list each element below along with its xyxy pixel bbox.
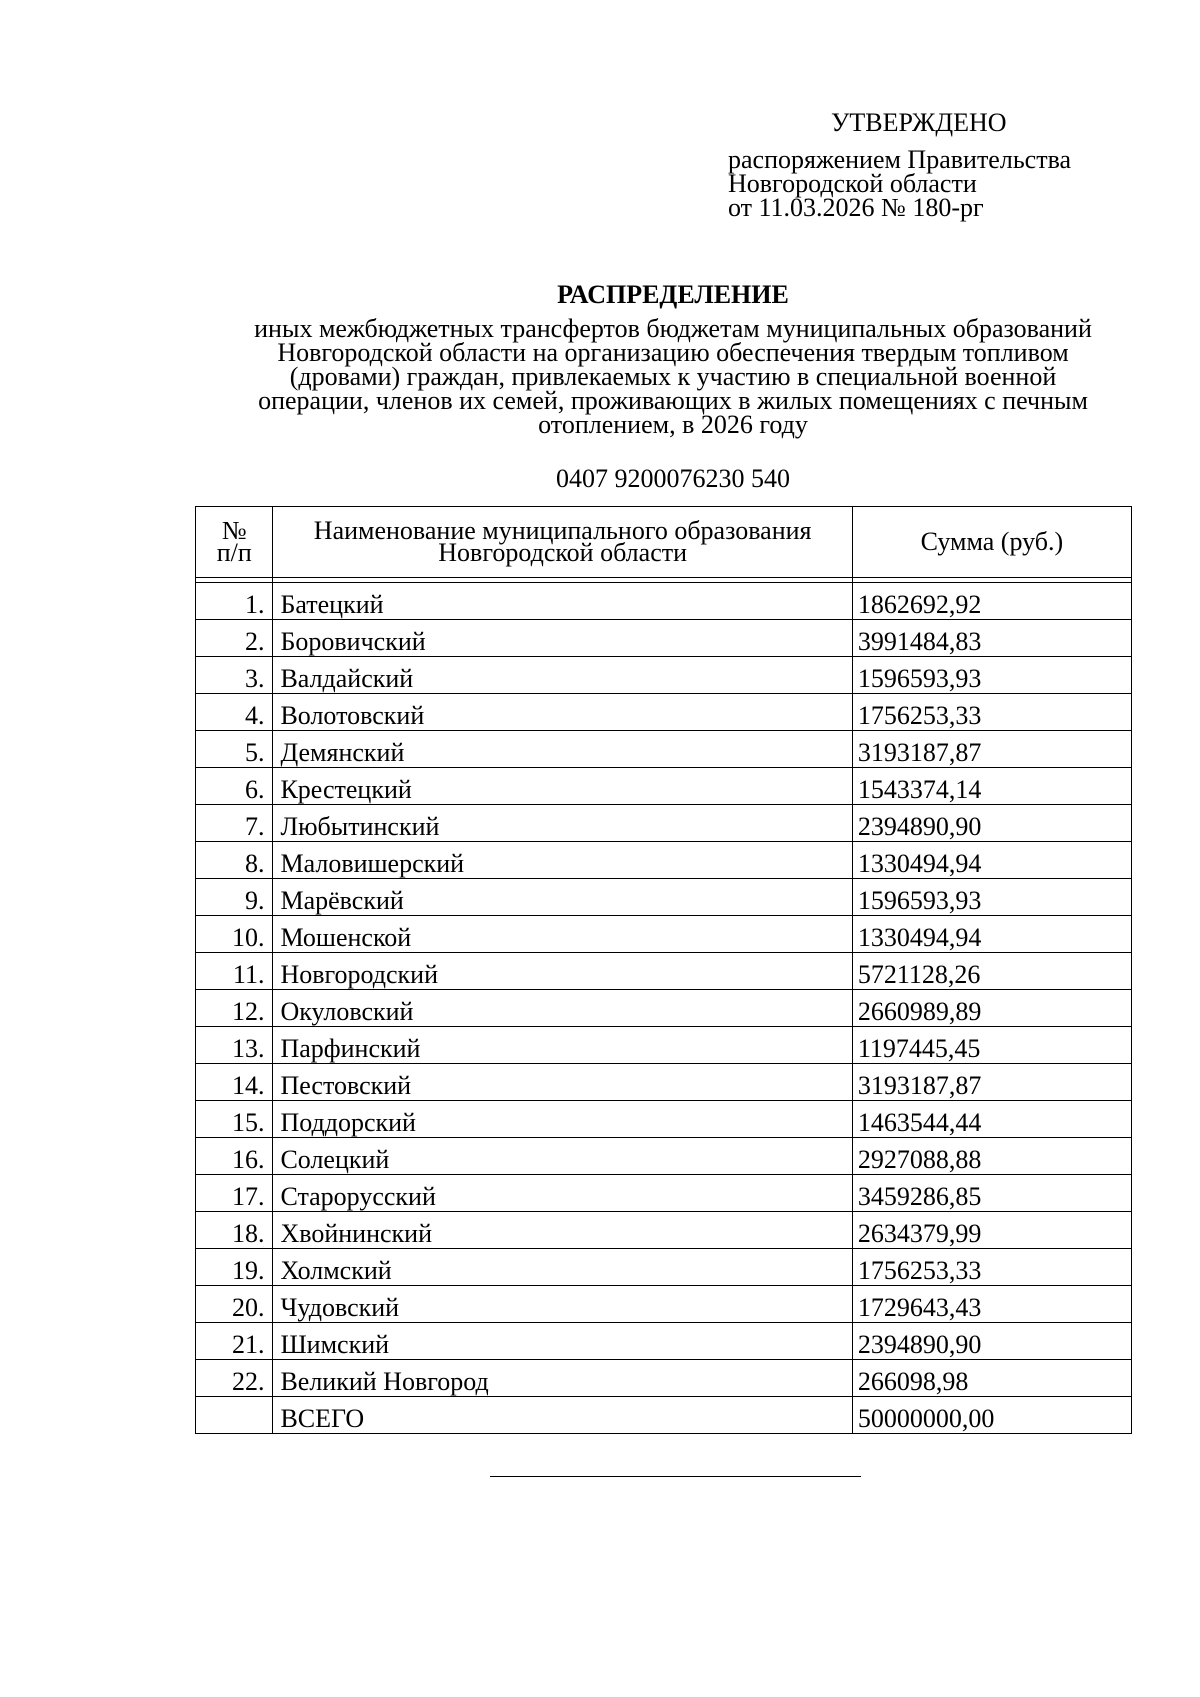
document-title: РАСПРЕДЕЛЕНИЕ (557, 280, 789, 309)
municipality-name: Крестецкий (273, 768, 852, 805)
table-row (196, 1249, 1132, 1286)
table-row (196, 1138, 1132, 1175)
row-number: 11. (196, 953, 273, 990)
distribution-table (195, 506, 1132, 1434)
table-row (196, 1323, 1132, 1360)
amount: 266098,98 (852, 1360, 1131, 1397)
amount: 1729643,43 (852, 1286, 1131, 1323)
row-number: 1. (196, 583, 273, 620)
municipality-name: Любытинский (273, 805, 852, 842)
header-name-line: Новгородской области (438, 538, 688, 567)
approval-heading: УТВЕРЖДЕНО (831, 108, 1007, 137)
municipality-name: Валдайский (273, 657, 852, 694)
municipality-name: Демянский (273, 731, 852, 768)
table-row (196, 842, 1132, 879)
row-number: 5. (196, 731, 273, 768)
row-number: 8. (196, 842, 273, 879)
amount: 1756253,33 (852, 694, 1131, 731)
subtitle-line: иных межбюджетных трансфертов бюджетам муниципальных образований (254, 314, 1092, 343)
amount: 2660989,89 (852, 990, 1131, 1027)
amount: 2927088,88 (852, 1138, 1131, 1175)
table-row (196, 1360, 1132, 1397)
row-number: 3. (196, 657, 273, 694)
amount: 2634379,99 (852, 1212, 1131, 1249)
approval-line: распоряжением Правительства (728, 145, 1072, 174)
municipality-name: Окуловский (273, 990, 852, 1027)
document-subtitle (200, 314, 1146, 439)
header-name (273, 507, 852, 578)
table-row (196, 731, 1132, 768)
table-row (196, 657, 1132, 694)
subtitle-line: операции, членов их семей, проживающих в жилых помещениях с печным (258, 386, 1088, 415)
amount: 1330494,94 (852, 916, 1131, 953)
municipality-name: Волотовский (273, 694, 852, 731)
row-number: 2. (196, 620, 273, 657)
row-number: 7. (196, 805, 273, 842)
row-number: 6. (196, 768, 273, 805)
row-number: 16. (196, 1138, 273, 1175)
table-body (196, 583, 1132, 1434)
table-row (196, 1212, 1132, 1249)
table-row (196, 1175, 1132, 1212)
total-row (196, 1397, 1132, 1434)
row-number: 15. (196, 1101, 273, 1138)
table-row (196, 805, 1132, 842)
row-number: 12. (196, 990, 273, 1027)
municipality-name: Мошенской (273, 916, 852, 953)
amount: 2394890,90 (852, 805, 1131, 842)
row-number: 18. (196, 1212, 273, 1249)
municipality-name: Марёвский (273, 879, 852, 916)
table-row (196, 1064, 1132, 1101)
table-row (196, 879, 1132, 916)
row-number: 22. (196, 1360, 273, 1397)
table-row (196, 916, 1132, 953)
amount: 3193187,87 (852, 1064, 1131, 1101)
approval-line: от 11.03.2026 № 180-рг (728, 193, 984, 222)
municipality-name: Старорусский (273, 1175, 852, 1212)
header-num-line: № (221, 516, 247, 545)
row-number: 4. (196, 694, 273, 731)
row-number: 10. (196, 916, 273, 953)
municipality-name: Шимский (273, 1323, 852, 1360)
end-separator-line (490, 1476, 861, 1477)
total-row-number (196, 1397, 273, 1434)
row-number: 17. (196, 1175, 273, 1212)
header-sum: Сумма (руб.) (852, 507, 1131, 578)
table-row (196, 1027, 1132, 1064)
municipality-name: Новгородский (273, 953, 852, 990)
municipality-name: Парфинский (273, 1027, 852, 1064)
approval-block (728, 145, 1072, 222)
row-number: 14. (196, 1064, 273, 1101)
amount: 1197445,45 (852, 1027, 1131, 1064)
amount: 2394890,90 (852, 1323, 1131, 1360)
amount: 1543374,14 (852, 768, 1131, 805)
municipality-name: Великий Новгород (273, 1360, 852, 1397)
table-row (196, 1101, 1132, 1138)
amount: 1756253,33 (852, 1249, 1131, 1286)
approval-line: Новгородской области (728, 169, 977, 198)
row-number: 20. (196, 1286, 273, 1323)
municipality-name: Батецкий (273, 583, 852, 620)
header-num-line: п/п (216, 538, 252, 567)
header-num (196, 507, 273, 578)
amount: 3991484,83 (852, 620, 1131, 657)
amount: 3193187,87 (852, 731, 1131, 768)
budget-code: 0407 9200076230 540 (556, 464, 790, 493)
row-number: 21. (196, 1323, 273, 1360)
municipality-name: Чудовский (273, 1286, 852, 1323)
table-row (196, 620, 1132, 657)
subtitle-line: отоплением, в 2026 году (538, 410, 808, 439)
amount: 1330494,94 (852, 842, 1131, 879)
table-header-row (196, 507, 1132, 578)
amount: 1596593,93 (852, 657, 1131, 694)
table-row (196, 990, 1132, 1027)
subtitle-line: Новгородской области на организацию обеспечения твердым топливом (277, 338, 1069, 367)
amount: 3459286,85 (852, 1175, 1131, 1212)
row-number: 9. (196, 879, 273, 916)
municipality-name: Хвойнинский (273, 1212, 852, 1249)
table-row (196, 583, 1132, 620)
row-number: 19. (196, 1249, 273, 1286)
table-row (196, 768, 1132, 805)
municipality-name: Маловишерский (273, 842, 852, 879)
subtitle-line: (дровами) граждан, привлекаемых к участию в специальной военной (289, 362, 1057, 391)
table-row (196, 694, 1132, 731)
municipality-name: Холмский (273, 1249, 852, 1286)
municipality-name: Боровичский (273, 620, 852, 657)
total-municipality-name: ВСЕГО (273, 1397, 852, 1434)
row-number: 13. (196, 1027, 273, 1064)
amount: 1596593,93 (852, 879, 1131, 916)
table-row (196, 953, 1132, 990)
total-amount: 50000000,00 (852, 1397, 1131, 1434)
municipality-name: Пестовский (273, 1064, 852, 1101)
amount: 5721128,26 (852, 953, 1131, 990)
amount: 1463544,44 (852, 1101, 1131, 1138)
municipality-name: Солецкий (273, 1138, 852, 1175)
municipality-name: Поддорский (273, 1101, 852, 1138)
amount: 1862692,92 (852, 583, 1131, 620)
table-row (196, 1286, 1132, 1323)
header-name-line: Наименование муниципального образования (313, 516, 812, 545)
